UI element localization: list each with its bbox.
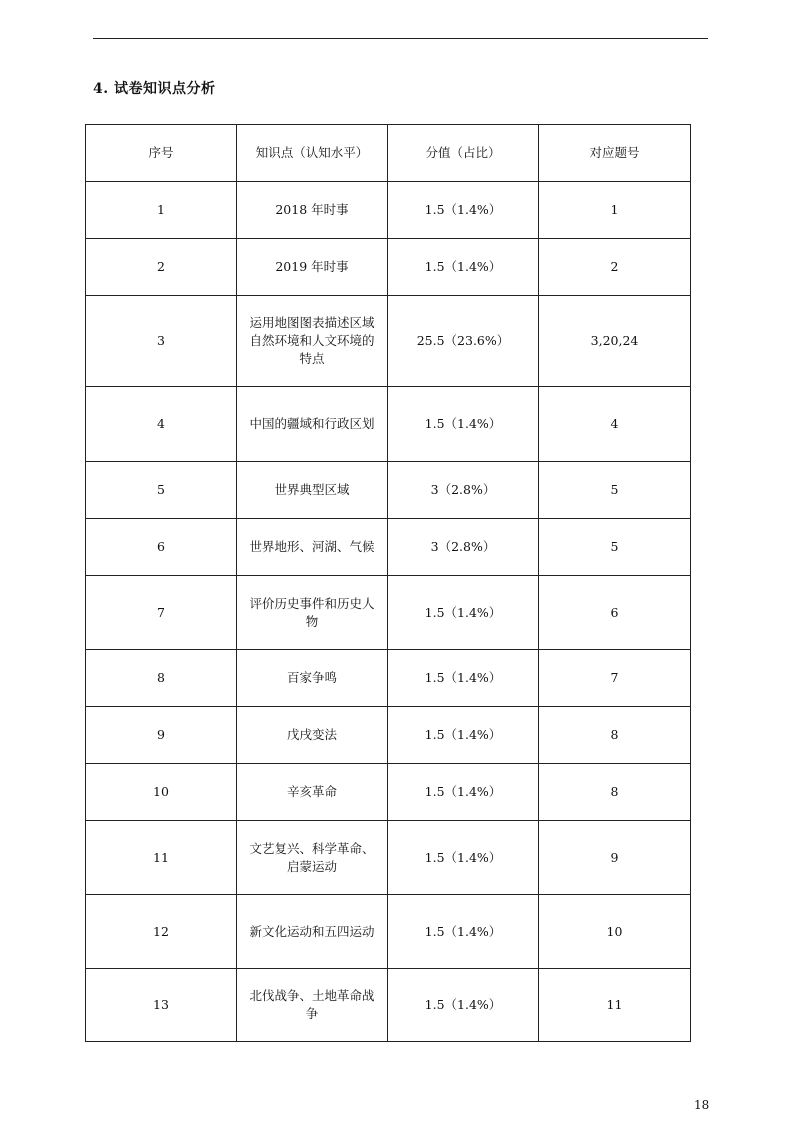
cell-score: 3（2.8%） [388, 519, 539, 576]
table-row [86, 239, 691, 296]
column-header-knowledge-point: 知识点（认知水平） [237, 125, 388, 182]
table-header-row [86, 125, 691, 182]
table-row [86, 707, 691, 764]
cell-index: 7 [86, 576, 237, 650]
cell-index: 4 [86, 387, 237, 462]
cell-question-number: 1 [539, 182, 691, 239]
cell-question-number: 7 [539, 650, 691, 707]
cell-score: 1.5（1.4%） [388, 239, 539, 296]
cell-question-number: 5 [539, 519, 691, 576]
table-row [86, 387, 691, 462]
cell-score: 1.5（1.4%） [388, 969, 539, 1042]
table-row [86, 895, 691, 969]
page-number: 18 [694, 1098, 710, 1112]
cell-score: 1.5（1.4%） [388, 821, 539, 895]
cell-question-number: 2 [539, 239, 691, 296]
header-rule [93, 38, 708, 39]
cell-knowledge-point: 中国的疆域和行政区划 [237, 387, 388, 462]
cell-score: 3（2.8%） [388, 462, 539, 519]
cell-index: 10 [86, 764, 237, 821]
table-row [86, 764, 691, 821]
cell-question-number: 8 [539, 764, 691, 821]
cell-question-number: 10 [539, 895, 691, 969]
cell-knowledge-point: 百家争鸣 [237, 650, 388, 707]
cell-question-number: 4 [539, 387, 691, 462]
cell-knowledge-point: 运用地图图表描述区域自然环境和人文环境的特点 [237, 296, 388, 387]
knowledge-analysis-table [85, 124, 691, 1042]
cell-knowledge-point: 戊戌变法 [237, 707, 388, 764]
cell-index: 11 [86, 821, 237, 895]
cell-knowledge-point: 新文化运动和五四运动 [237, 895, 388, 969]
cell-score: 1.5（1.4%） [388, 764, 539, 821]
cell-score: 1.5（1.4%） [388, 895, 539, 969]
cell-question-number: 3,20,24 [539, 296, 691, 387]
cell-score: 1.5（1.4%） [388, 387, 539, 462]
cell-knowledge-point: 北伐战争、土地革命战争 [237, 969, 388, 1042]
cell-knowledge-point: 文艺复兴、科学革命、启蒙运动 [237, 821, 388, 895]
table-row [86, 519, 691, 576]
cell-index: 9 [86, 707, 237, 764]
cell-question-number: 5 [539, 462, 691, 519]
cell-knowledge-point: 辛亥革命 [237, 764, 388, 821]
cell-index: 6 [86, 519, 237, 576]
cell-score: 1.5（1.4%） [388, 576, 539, 650]
table-row [86, 296, 691, 387]
cell-index: 12 [86, 895, 237, 969]
table-row [86, 821, 691, 895]
column-header-index: 序号 [86, 125, 237, 182]
cell-index: 1 [86, 182, 237, 239]
cell-question-number: 11 [539, 969, 691, 1042]
cell-question-number: 6 [539, 576, 691, 650]
cell-index: 5 [86, 462, 237, 519]
table-row [86, 576, 691, 650]
column-header-score: 分值（占比） [388, 125, 539, 182]
cell-knowledge-point: 2018 年时事 [237, 182, 388, 239]
cell-index: 13 [86, 969, 237, 1042]
cell-question-number: 9 [539, 821, 691, 895]
cell-knowledge-point: 2019 年时事 [237, 239, 388, 296]
cell-score: 1.5（1.4%） [388, 182, 539, 239]
table-row [86, 462, 691, 519]
table-row [86, 650, 691, 707]
section-title: 4. 试卷知识点分析 [93, 81, 216, 97]
cell-index: 3 [86, 296, 237, 387]
cell-score: 25.5（23.6%） [388, 296, 539, 387]
cell-knowledge-point: 世界典型区域 [237, 462, 388, 519]
cell-question-number: 8 [539, 707, 691, 764]
table-row [86, 182, 691, 239]
cell-score: 1.5（1.4%） [388, 707, 539, 764]
cell-knowledge-point: 世界地形、河湖、气候 [237, 519, 388, 576]
table-row [86, 969, 691, 1042]
cell-knowledge-point: 评价历史事件和历史人物 [237, 576, 388, 650]
cell-score: 1.5（1.4%） [388, 650, 539, 707]
cell-index: 2 [86, 239, 237, 296]
cell-index: 8 [86, 650, 237, 707]
column-header-question-number: 对应题号 [539, 125, 691, 182]
